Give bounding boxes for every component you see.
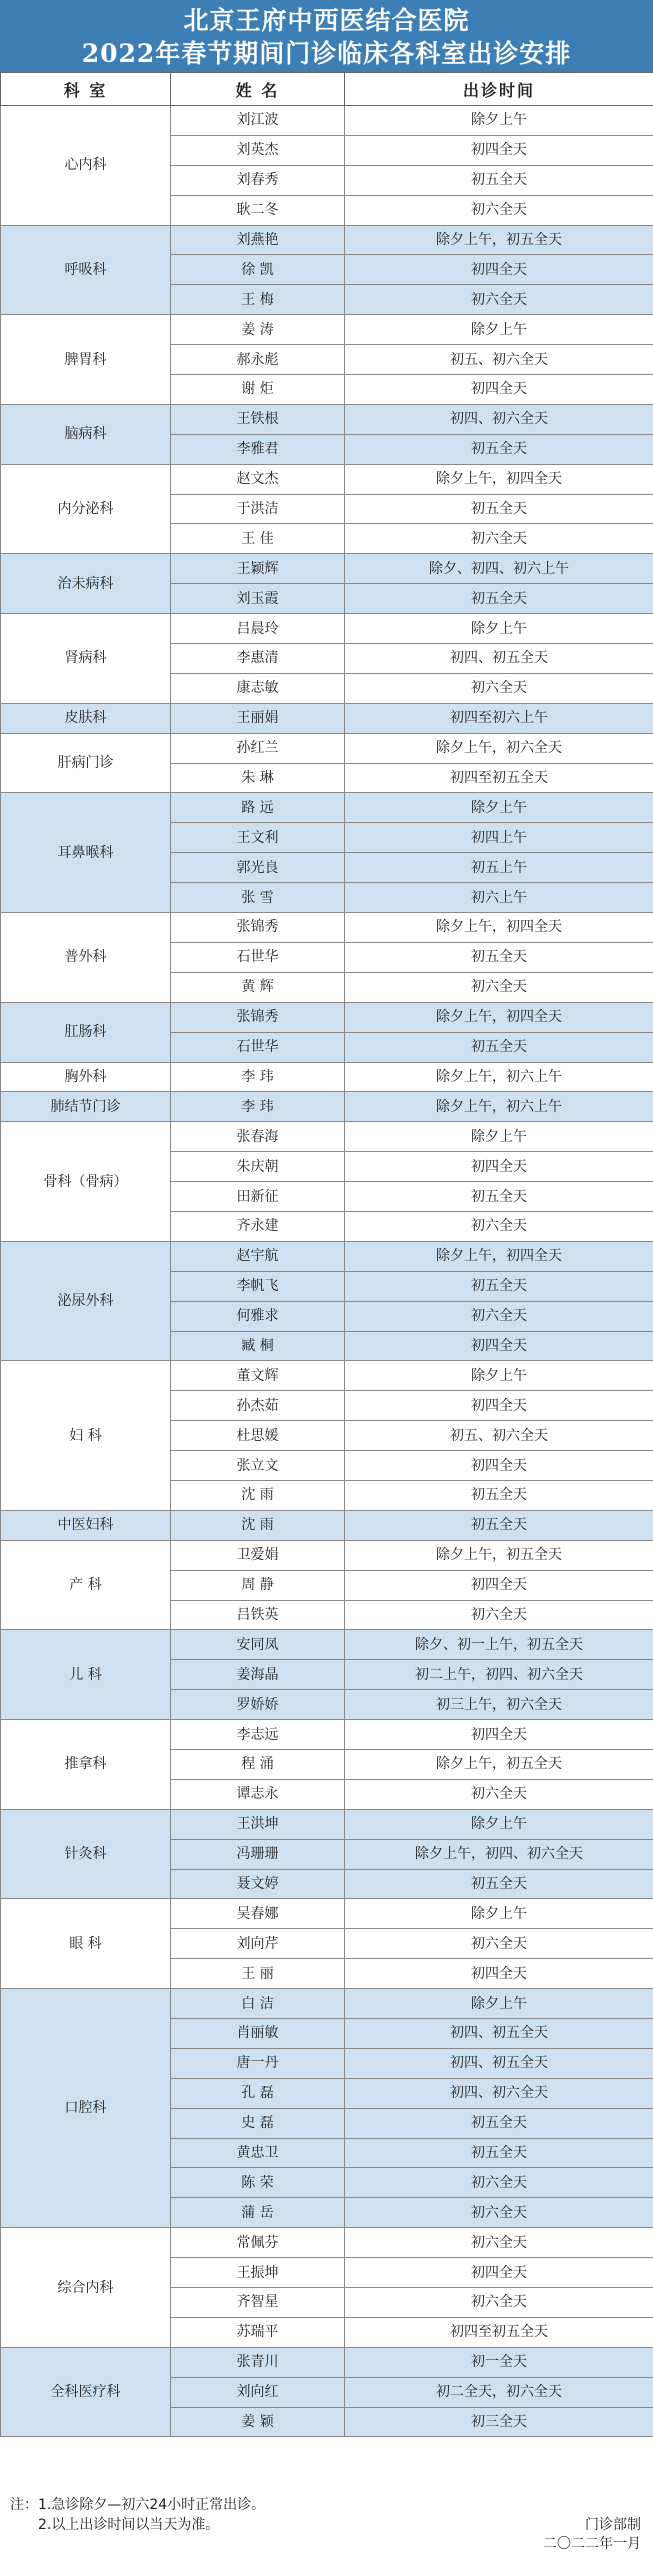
note-line-2: 2.以上出诊时间以当天为准。 xyxy=(38,2517,220,2533)
clinic-time-cell: 除夕上午，初四全天 xyxy=(345,1241,653,1271)
clinic-time-cell: 初五全天 xyxy=(345,434,653,464)
clinic-time-cell: 除夕上午，初六上午 xyxy=(345,1092,653,1122)
clinic-time-cell: 初六全天 xyxy=(345,2288,653,2318)
clinic-time-cell: 初四、初六全天 xyxy=(345,2078,653,2108)
doctor-name-cell: 刘英杰 xyxy=(171,135,345,165)
notes xyxy=(10,2495,265,2535)
clinic-time-cell: 初六全天 xyxy=(345,1929,653,1959)
doctor-name-cell: 刘玉霞 xyxy=(171,584,345,614)
doctor-name-cell: 耿二冬 xyxy=(171,195,345,225)
clinic-time-cell: 初三上午，初六全天 xyxy=(345,1690,653,1720)
department-cell: 综合内科 xyxy=(1,2228,171,2348)
department-cell: 脑病科 xyxy=(1,404,171,464)
table-row xyxy=(1,1361,653,1391)
doctor-name-cell: 聂文婷 xyxy=(171,1869,345,1899)
doctor-name-cell: 于洪洁 xyxy=(171,494,345,524)
clinic-time-cell: 初五全天 xyxy=(345,942,653,972)
schedule-title: 2022年春节期间门诊临床各科室出诊安排 xyxy=(81,39,572,68)
department-cell: 普外科 xyxy=(1,913,171,1003)
clinic-time-cell: 初四、初五全天 xyxy=(345,2048,653,2078)
header-department: 科 室 xyxy=(1,73,171,106)
doctor-name-cell: 田新征 xyxy=(171,1182,345,1212)
doctor-name-cell: 朱庆朝 xyxy=(171,1152,345,1182)
schedule-body xyxy=(1,106,653,2437)
department-cell: 儿 科 xyxy=(1,1630,171,1720)
doctor-name-cell: 刘春秀 xyxy=(171,165,345,195)
clinic-time-cell: 除夕上午，初六上午 xyxy=(345,1062,653,1092)
doctor-name-cell: 何雅求 xyxy=(171,1301,345,1331)
clinic-time-cell: 初四至初五全天 xyxy=(345,763,653,793)
clinic-time-cell: 除夕上午，初五全天 xyxy=(345,1540,653,1570)
clinic-time-cell: 除夕上午，初六全天 xyxy=(345,733,653,763)
doctor-name-cell: 吴春娜 xyxy=(171,1899,345,1929)
doctor-name-cell: 孔 磊 xyxy=(171,2078,345,2108)
doctor-name-cell: 张春海 xyxy=(171,1122,345,1152)
clinic-time-cell: 除夕上午，初四、初六全天 xyxy=(345,1839,653,1869)
doctor-name-cell: 吕晨玲 xyxy=(171,614,345,644)
doctor-name-cell: 张 雪 xyxy=(171,883,345,913)
doctor-name-cell: 姜 涛 xyxy=(171,315,345,345)
doctor-name-cell: 程 涌 xyxy=(171,1749,345,1779)
table-row xyxy=(1,1002,653,1032)
department-cell: 妇 科 xyxy=(1,1361,171,1510)
clinic-time-cell: 初五、初六全天 xyxy=(345,345,653,375)
doctor-name-cell: 赵文杰 xyxy=(171,464,345,494)
doctor-name-cell: 刘向芹 xyxy=(171,1929,345,1959)
table-row xyxy=(1,913,653,943)
department-cell: 眼 科 xyxy=(1,1899,171,1989)
clinic-time-cell: 除夕上午 xyxy=(345,315,653,345)
clinic-time-cell: 初四全天 xyxy=(345,375,653,405)
doctor-name-cell: 肖丽敏 xyxy=(171,2019,345,2049)
clinic-time-cell: 除夕上午，初五全天 xyxy=(345,225,653,255)
table-row xyxy=(1,1720,653,1750)
doctor-name-cell: 杜思媛 xyxy=(171,1421,345,1451)
clinic-time-cell: 初五全天 xyxy=(345,165,653,195)
doctor-name-cell: 沈 雨 xyxy=(171,1510,345,1540)
doctor-name-cell: 李 玮 xyxy=(171,1092,345,1122)
doctor-name-cell: 谢 炬 xyxy=(171,375,345,405)
doctor-name-cell: 王铁根 xyxy=(171,404,345,434)
clinic-time-cell: 初六全天 xyxy=(345,285,653,315)
doctor-name-cell: 蒲 岳 xyxy=(171,2198,345,2228)
table-row xyxy=(1,1122,653,1152)
clinic-time-cell: 初五上午 xyxy=(345,853,653,883)
table-row xyxy=(1,315,653,345)
department-cell: 耳鼻喉科 xyxy=(1,793,171,913)
department-cell: 泌尿外科 xyxy=(1,1241,171,1361)
clinic-time-cell: 初四、初六全天 xyxy=(345,404,653,434)
department-cell: 皮肤科 xyxy=(1,703,171,733)
doctor-name-cell: 张青川 xyxy=(171,2347,345,2377)
department-cell: 中医妇科 xyxy=(1,1510,171,1540)
doctor-name-cell: 周 静 xyxy=(171,1570,345,1600)
doctor-name-cell: 郝永彪 xyxy=(171,345,345,375)
clinic-time-cell: 初六全天 xyxy=(345,1600,653,1630)
doctor-name-cell: 赵宇航 xyxy=(171,1241,345,1271)
note-line-1: 注：1.急诊除夕—初六24小时正常出诊。 xyxy=(10,2497,266,2513)
doctor-name-cell: 卫爱娟 xyxy=(171,1540,345,1570)
doctor-name-cell: 沈 雨 xyxy=(171,1480,345,1510)
clinic-time-cell: 初五全天 xyxy=(345,1271,653,1301)
page-title-banner xyxy=(0,0,653,72)
hospital-name: 北京王府中西医结合医院 xyxy=(183,6,470,35)
clinic-time-cell: 初四至初五全天 xyxy=(345,2317,653,2347)
clinic-time-cell: 初五全天 xyxy=(345,1510,653,1540)
department-cell: 产 科 xyxy=(1,1540,171,1630)
clinic-time-cell: 初六全天 xyxy=(345,524,653,554)
department-cell: 肺结节门诊 xyxy=(1,1092,171,1122)
doctor-name-cell: 姜海晶 xyxy=(171,1660,345,1690)
signature xyxy=(543,2516,641,2554)
department-cell: 针灸科 xyxy=(1,1809,171,1899)
table-row xyxy=(1,733,653,763)
doctor-name-cell: 吕铁英 xyxy=(171,1600,345,1630)
clinic-time-cell: 初四全天 xyxy=(345,1720,653,1750)
clinic-time-cell: 初二上午，初四、初六全天 xyxy=(345,1660,653,1690)
doctor-name-cell: 白 洁 xyxy=(171,1989,345,2019)
doctor-name-cell: 臧 桐 xyxy=(171,1331,345,1361)
clinic-time-cell: 初四、初五全天 xyxy=(345,2019,653,2049)
clinic-time-cell: 初四全天 xyxy=(345,1331,653,1361)
table-row xyxy=(1,1809,653,1839)
clinic-time-cell: 初三全天 xyxy=(345,2407,653,2437)
clinic-time-cell: 初五全天 xyxy=(345,494,653,524)
department-cell: 肾病科 xyxy=(1,614,171,704)
department-cell: 肝病门诊 xyxy=(1,733,171,793)
clinic-time-cell: 初六全天 xyxy=(345,1211,653,1241)
clinic-time-cell: 初六全天 xyxy=(345,1779,653,1809)
table-row xyxy=(1,1989,653,2019)
table-row xyxy=(1,2347,653,2377)
clinic-time-cell: 除夕上午，初四全天 xyxy=(345,464,653,494)
table-row xyxy=(1,1062,653,1092)
doctor-name-cell: 苏瑞平 xyxy=(171,2317,345,2347)
clinic-time-cell: 初四全天 xyxy=(345,135,653,165)
doctor-name-cell: 王丽娟 xyxy=(171,703,345,733)
doctor-name-cell: 刘向红 xyxy=(171,2377,345,2407)
doctor-name-cell: 唐一丹 xyxy=(171,2048,345,2078)
table-row xyxy=(1,1899,653,1929)
table-header-row xyxy=(1,73,653,106)
table-row xyxy=(1,404,653,434)
doctor-name-cell: 李惠清 xyxy=(171,644,345,674)
signature-date: 二〇二二年一月 xyxy=(543,2536,641,2552)
clinic-time-cell: 初五全天 xyxy=(345,1182,653,1212)
department-cell: 肛肠科 xyxy=(1,1002,171,1062)
clinic-time-cell: 初四全天 xyxy=(345,1391,653,1421)
signature-dept: 门诊部制 xyxy=(585,2517,641,2533)
doctor-name-cell: 徐 凯 xyxy=(171,255,345,285)
header-clinic-time: 出诊时间 xyxy=(345,73,653,106)
doctor-name-cell: 史 磊 xyxy=(171,2108,345,2138)
clinic-time-cell: 除夕上午 xyxy=(345,793,653,823)
doctor-name-cell: 王颖辉 xyxy=(171,554,345,584)
department-cell: 胸外科 xyxy=(1,1062,171,1092)
clinic-time-cell: 初六全天 xyxy=(345,195,653,225)
department-cell: 内分泌科 xyxy=(1,464,171,554)
department-cell: 推拿科 xyxy=(1,1720,171,1810)
clinic-time-cell: 初六全天 xyxy=(345,1301,653,1331)
clinic-time-cell: 除夕上午 xyxy=(345,1809,653,1839)
table-row xyxy=(1,793,653,823)
department-cell: 心内科 xyxy=(1,106,171,226)
clinic-time-cell: 初四、初五全天 xyxy=(345,644,653,674)
clinic-time-cell: 除夕上午 xyxy=(345,106,653,136)
clinic-time-cell: 除夕上午 xyxy=(345,1989,653,2019)
doctor-name-cell: 黄忠卫 xyxy=(171,2138,345,2168)
clinic-time-cell: 除夕上午，初五全天 xyxy=(345,1749,653,1779)
clinic-time-cell: 初六全天 xyxy=(345,2228,653,2258)
doctor-name-cell: 常佩芬 xyxy=(171,2228,345,2258)
clinic-time-cell: 除夕上午 xyxy=(345,1122,653,1152)
clinic-time-cell: 初六全天 xyxy=(345,2198,653,2228)
clinic-time-cell: 除夕上午，初四全天 xyxy=(345,913,653,943)
table-row xyxy=(1,1241,653,1271)
clinic-time-cell: 除夕、初四、初六上午 xyxy=(345,554,653,584)
clinic-time-cell: 初五全天 xyxy=(345,2108,653,2138)
table-row xyxy=(1,554,653,584)
table-row xyxy=(1,1540,653,1570)
clinic-time-cell: 初一全天 xyxy=(345,2347,653,2377)
doctor-name-cell: 李雅君 xyxy=(171,434,345,464)
table-row xyxy=(1,2228,653,2258)
table-row xyxy=(1,1510,653,1540)
clinic-time-cell: 初五全天 xyxy=(345,1480,653,1510)
clinic-time-cell: 初四至初六上午 xyxy=(345,703,653,733)
doctor-name-cell: 齐智星 xyxy=(171,2288,345,2318)
doctor-name-cell: 李 玮 xyxy=(171,1062,345,1092)
doctor-name-cell: 黄 辉 xyxy=(171,972,345,1002)
table-row xyxy=(1,106,653,136)
department-cell: 口腔科 xyxy=(1,1989,171,2228)
clinic-time-cell: 除夕上午 xyxy=(345,614,653,644)
doctor-name-cell: 刘燕艳 xyxy=(171,225,345,255)
clinic-time-cell: 初五全天 xyxy=(345,1032,653,1062)
department-cell: 全科医疗科 xyxy=(1,2347,171,2437)
doctor-name-cell: 石世华 xyxy=(171,1032,345,1062)
clinic-time-cell: 初四上午 xyxy=(345,823,653,853)
doctor-name-cell: 郭光良 xyxy=(171,853,345,883)
schedule-table xyxy=(0,72,653,2437)
doctor-name-cell: 王 梅 xyxy=(171,285,345,315)
doctor-name-cell: 陈 荣 xyxy=(171,2168,345,2198)
doctor-name-cell: 王洪坤 xyxy=(171,1809,345,1839)
clinic-time-cell: 初四全天 xyxy=(345,255,653,285)
clinic-time-cell: 除夕上午，初四全天 xyxy=(345,1002,653,1032)
header-doctor-name: 姓 名 xyxy=(171,73,345,106)
department-cell: 骨科（骨病） xyxy=(1,1122,171,1242)
doctor-name-cell: 李帆飞 xyxy=(171,1271,345,1301)
department-cell: 脾胃科 xyxy=(1,315,171,405)
doctor-name-cell: 张立文 xyxy=(171,1451,345,1481)
clinic-time-cell: 初五全天 xyxy=(345,1869,653,1899)
doctor-name-cell: 王 丽 xyxy=(171,1959,345,1989)
doctor-name-cell: 冯珊珊 xyxy=(171,1839,345,1869)
doctor-name-cell: 安同凤 xyxy=(171,1630,345,1660)
doctor-name-cell: 石世华 xyxy=(171,942,345,972)
clinic-time-cell: 初二全天，初六全天 xyxy=(345,2377,653,2407)
doctor-name-cell: 齐永建 xyxy=(171,1211,345,1241)
table-row xyxy=(1,1092,653,1122)
doctor-name-cell: 李志远 xyxy=(171,1720,345,1750)
doctor-name-cell: 罗娇娇 xyxy=(171,1690,345,1720)
doctor-name-cell: 王文利 xyxy=(171,823,345,853)
clinic-time-cell: 初五、初六全天 xyxy=(345,1421,653,1451)
table-row xyxy=(1,703,653,733)
table-row xyxy=(1,464,653,494)
doctor-name-cell: 孙杰茹 xyxy=(171,1391,345,1421)
doctor-name-cell: 王振坤 xyxy=(171,2258,345,2288)
clinic-time-cell: 初四全天 xyxy=(345,1959,653,1989)
doctor-name-cell: 董文辉 xyxy=(171,1361,345,1391)
clinic-time-cell: 初六上午 xyxy=(345,883,653,913)
table-row xyxy=(1,225,653,255)
doctor-name-cell: 王 佳 xyxy=(171,524,345,554)
clinic-time-cell: 初六全天 xyxy=(345,2168,653,2198)
doctor-name-cell: 朱 琳 xyxy=(171,763,345,793)
table-row xyxy=(1,614,653,644)
clinic-time-cell: 初六全天 xyxy=(345,972,653,1002)
department-cell: 治未病科 xyxy=(1,554,171,614)
doctor-name-cell: 姜 颖 xyxy=(171,2407,345,2437)
doctor-name-cell: 孙红兰 xyxy=(171,733,345,763)
clinic-time-cell: 初四全天 xyxy=(345,1451,653,1481)
clinic-time-cell: 除夕上午 xyxy=(345,1361,653,1391)
doctor-name-cell: 刘江波 xyxy=(171,106,345,136)
clinic-time-cell: 初四全天 xyxy=(345,1570,653,1600)
doctor-name-cell: 康志敏 xyxy=(171,673,345,703)
doctor-name-cell: 谭志永 xyxy=(171,1779,345,1809)
clinic-time-cell: 初五全天 xyxy=(345,584,653,614)
department-cell: 呼吸科 xyxy=(1,225,171,315)
clinic-time-cell: 除夕、初一上午，初五全天 xyxy=(345,1630,653,1660)
doctor-name-cell: 张锦秀 xyxy=(171,913,345,943)
doctor-name-cell: 张锦秀 xyxy=(171,1002,345,1032)
doctor-name-cell: 路 远 xyxy=(171,793,345,823)
clinic-time-cell: 除夕上午 xyxy=(345,1899,653,1929)
clinic-time-cell: 初六全天 xyxy=(345,673,653,703)
clinic-time-cell: 初四全天 xyxy=(345,1152,653,1182)
table-row xyxy=(1,1630,653,1660)
clinic-time-cell: 初四全天 xyxy=(345,2258,653,2288)
clinic-time-cell: 初五全天 xyxy=(345,2138,653,2168)
